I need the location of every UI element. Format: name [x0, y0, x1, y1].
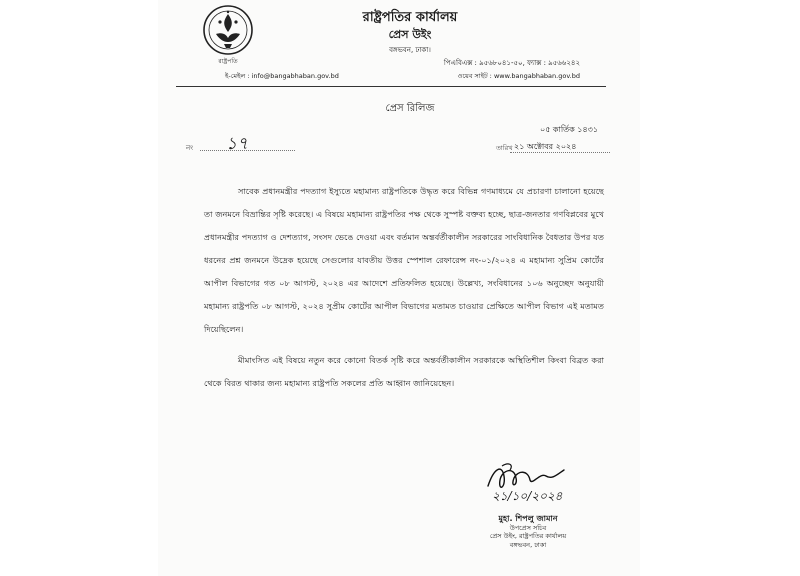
- signer-designation: উপপ্রেস সচিব: [509, 523, 547, 532]
- signer-block: [468, 515, 588, 549]
- email-text: ই-মেইল : info@bangabhaban.gov.bd: [225, 72, 339, 80]
- office-address: বঙ্গভবন, ঢাকা।: [389, 46, 431, 54]
- release-body: [204, 180, 604, 395]
- office-title: রাষ্ট্রপতির কার্যালয়: [362, 10, 458, 25]
- signer-name: মুহা. শিপলু জামান: [498, 514, 558, 523]
- press-wing-title: প্রেস উইং: [388, 28, 432, 41]
- website-text: ওয়েব সাইট : www.bangabhaban.gov.bd: [457, 72, 580, 80]
- date-label: তারিখ: [496, 144, 513, 152]
- contact-line: [225, 71, 580, 82]
- release-date: ২১ অক্টোবর ২০২৪: [514, 142, 577, 151]
- bengali-date: ০৫ কার্তিক ১৪৩১: [540, 125, 599, 134]
- press-release-title: প্রেস রিলিজ: [385, 103, 435, 114]
- reference-dotted-line: [200, 150, 295, 151]
- signer-place: বঙ্গভবন, ঢাকা: [509, 540, 547, 549]
- date-dotted-line: [510, 152, 610, 153]
- body-paragraph-1: সাবেক প্রধানমন্ত্রীর পদত্যাগ ইস্যুতে মহামান্য রাষ্ট্রপতিকে উদ্ধৃত করে বিভিন্ন গণমাধ্যমে যে প্রচারণা চালানো হয়েছে তা জনমনে বিভ্রান্তির সৃষ্টি করেছে। এ বিষয়ে মহামান্য রাষ্ট্রপতির পক্ষ থেকে সুস্পষ্ট বক্তব্য হচ্ছে, ছাত্র-জনতার গণবিপ্লবের মুখে প্রধানমন্ত্রীর পদত্যাগ ও দেশত্যাগ, সংসদ ভেঙে দেওয়া এবং বর্তমান অন্তর্বর্তীকালীন সরকারের সাংবিধানিক বৈধতার উপর যত ধরনের প্রশ্ন জনমনে উদ্রেক হয়েছে সেগুলোর যাবতীয় উত্তর স্পেশাল রেফারেন্স নং-০১/২০২৪ এ মহামান্য সুপ্রিম কোর্টের আপীল বিভাগের গত ০৮ আগস্ট, ২০২৪ এর আদেশে প্রতিফলিত হয়েছে। উল্লেখ্য, সংবিধানের ১০৬ অনুচ্ছেদ অনুযায়ী মহামান্য রাষ্ট্রপতি ০৮ আগস্ট, ২০২৪ সুপ্রীম কোর্টের আপীল বিভাগের মতামত চাওয়ার প্রেক্ষিতে আপীল বিভাগ এই মতামত দিয়েছিলেন।: [204, 186, 604, 334]
- government-seal-icon: [202, 4, 254, 56]
- header-divider: [176, 86, 606, 87]
- signer-office: প্রেস উইং, রাষ্ট্রপতির কার্যালয়: [489, 532, 567, 540]
- reference-label: নং: [186, 144, 194, 152]
- reference-number: ১৭: [226, 134, 249, 154]
- phone-fax-line: পিএবিএক্স : ৯৫৬৮০৪১-৫০, ফ্যাক্স : ৯৫৬৬২৪২: [443, 59, 580, 67]
- seal-caption: রাষ্ট্রপতি: [218, 58, 238, 65]
- signature-date: ২১/১০/২০২৪: [492, 489, 563, 503]
- body-paragraph-2: মীমাংসিত এই বিষয়ে নতুন করে কোনো বিতর্ক সৃষ্টি করে অন্তর্বর্তীকালীন সরকারকে অস্থিতিশীল কিংবা বিব্রত করা থেকে বিরত থাকার জন্য মহামান্য রাষ্ট্রপতি সকলের প্রতি আহ্বান জানিয়েছেন।: [204, 355, 604, 388]
